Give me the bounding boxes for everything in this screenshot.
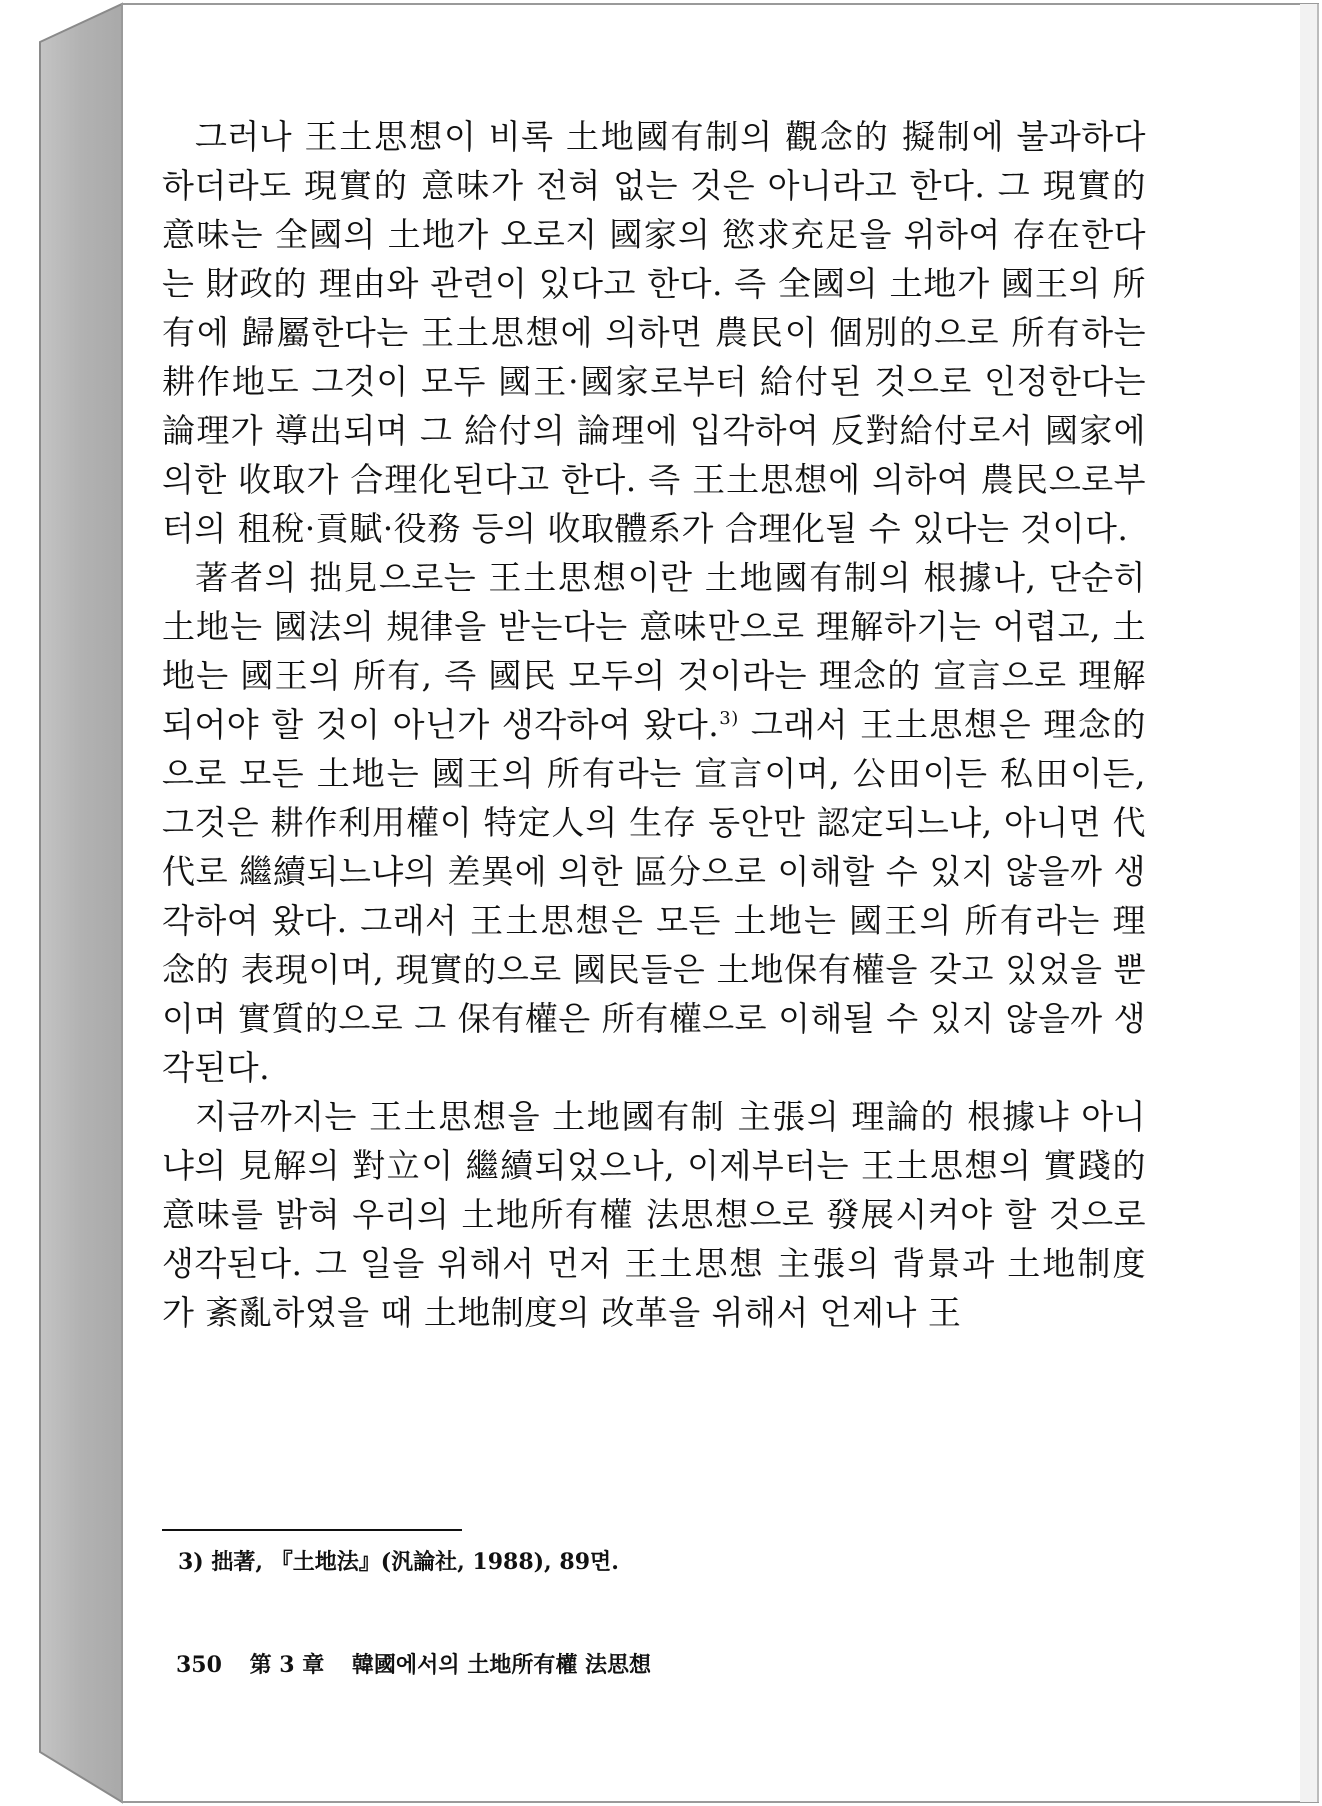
chapter-title: 韓國에서의 土地所有權 法思想	[351, 1652, 651, 1678]
book-spine	[40, 4, 122, 1802]
paragraph-2-text: 著者의 拙見으로는 王土思想이란 土地國有制의 根據나, 단순히 土地는 國法의 規律을 받는다는 意味만으로 理解하기는 어렵고, 土地는 國王의 所有, 즉 國民 모두의 것이라는 理念的 宣言으로 理解되어야 할 것이 아닌가 생각하여 왔다.	[162, 558, 1146, 744]
page-number: 350	[176, 1652, 222, 1678]
footnote: 3) 拙著, 『土地法』(汎論社, 1988), 89면.	[178, 1549, 619, 1575]
paragraph-2	[162, 553, 1146, 1092]
paragraph-3: 지금까지는 王土思想을 土地國有制 主張의 理論的 根據냐 아니냐의 見解의 對立이 繼續되었으나, 이제부터는 王土思想의 實踐的 意味를 밝혀 우리의 土地所有權 法思想으로 發展시켜야 할 것으로 생각된다. 그 일을 위해서 먼저 王土思想 主張의 背景과 土地制度가 紊亂하였을 때 土地制度의 改革을 위해서 언제나 王	[162, 1097, 1146, 1332]
paragraph-2-continued: 그래서 王土思想은 理念的으로 모든 土地는 國王의 所有라는 宣言이며, 公田이든 私田이든, 그것은 耕作利用權이 特定人의 生存 동안만 認定되느냐, 아니면 代代로 繼續되느냐의 差異에 의한 區分으로 이해할 수 있지 않을까 생각하여 왔다. 그래서 王土思想은 모든 土地는 國王의 所有라는 理念的 表現이며, 現實的으로 國民들은 土地保有權을 갖고 있었을 뿐이며 實質的으로 그 保有權은 所有權으로 이해될 수 있지 않을까 생각된다.	[162, 705, 1147, 1087]
page-footer	[176, 1650, 1076, 1680]
page-edge-shadow	[1300, 4, 1318, 1802]
body-text	[162, 112, 1146, 1337]
paragraph-1: 그러나 王土思想이 비록 土地國有制의 觀念的 擬制에 불과하다하더라도 現實的 意味가 전혀 없는 것은 아니라고 한다. 그 現實的 意味는 全國의 土地가 오로지 國家의 慾求充足을 위하여 存在한다는 財政的 理由와 관련이 있다고 한다. 즉 全國의 土地가 國王의 所有에 歸屬한다는 王土思想에 의하면 農民이 個別的으로 所有하는 耕作地도 그것이 모두 國王·國家로부터 給付된 것으로 인정한다는 論理가 導出되며 그 給付의 論理에 입각하여 反對給付로서 國家에 의한 收取가 合理化된다고 한다. 즉 王土思想에 의하여 農民으로부터의 租稅·貢賦·役務 등의 收取體系가 合理化될 수 있다는 것이다.	[162, 117, 1146, 548]
chapter-label: 第 3 章	[249, 1652, 325, 1678]
footnote-marker: 3)	[719, 708, 739, 729]
footnote-rule	[162, 1529, 462, 1531]
